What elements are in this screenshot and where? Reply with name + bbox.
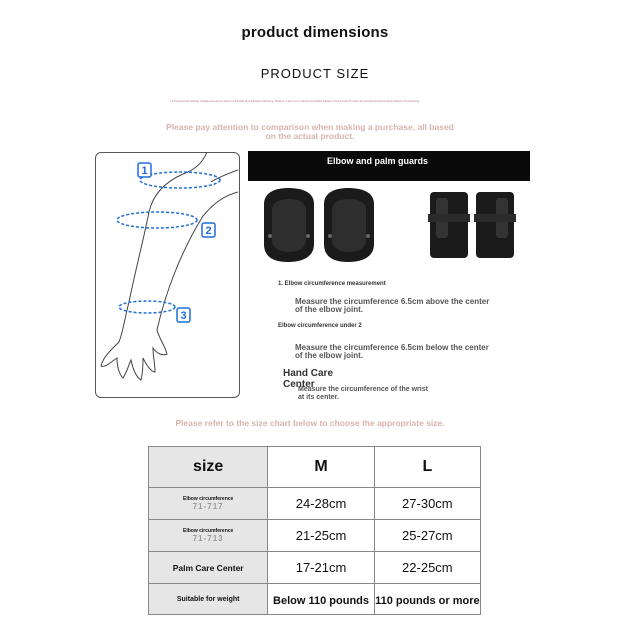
size-chart-table — [148, 446, 481, 615]
marker-3: 3 — [180, 310, 187, 322]
header-m: M — [268, 447, 374, 488]
row-label — [149, 552, 268, 584]
table-row — [149, 488, 481, 520]
header-size: size — [149, 447, 268, 488]
lower-measure-ring — [117, 212, 197, 228]
measure-1-heading: 1. Elbow circumference measurement — [278, 281, 386, 287]
page-title: product dimensions — [241, 24, 389, 41]
cell-l-text: 110 pounds or more — [375, 594, 480, 607]
palm-guards-image — [422, 186, 522, 264]
row-label-text: Elbow circumference — [183, 496, 234, 502]
row-label-sub: 71-713 — [192, 534, 224, 543]
cell-m — [268, 584, 374, 615]
row-label-sub: 71-717 — [192, 502, 224, 511]
measure-3-heading: Hand Care Center — [283, 368, 334, 390]
measure-2-text: Measure the circumference 6.5cm below the center of the elbow joint. — [295, 343, 489, 360]
row-label — [149, 584, 268, 615]
table-row — [149, 520, 481, 552]
marker-2: 2 — [205, 225, 212, 237]
row-label-text: Palm Care Center — [172, 562, 244, 573]
cell-m: 21-25cm — [268, 520, 374, 552]
cell-m: 24-28cm — [268, 488, 374, 520]
row-label-text: Elbow circumference — [183, 528, 234, 534]
product-size-heading: PRODUCT SIZE — [260, 66, 370, 81]
elbow-pads-image — [258, 186, 383, 266]
cell-l — [374, 584, 480, 615]
cell-m: 17-21cm — [268, 552, 374, 584]
comparison-notice: Please pay attention to comparison when making a purchase, all based on the actual product. — [166, 122, 454, 141]
cell-l: 27-30cm — [374, 488, 480, 520]
cell-l: 22-25cm — [374, 552, 480, 584]
table-header-row — [149, 447, 481, 488]
guards-header-label: Elbow and palm guards — [327, 156, 429, 166]
cell-l: 25-27cm — [374, 520, 480, 552]
size-chart-notice: Please refer to the size chart below to choose the appropriate size. — [175, 418, 445, 428]
row-label-text: Suitable for weight — [176, 595, 240, 603]
upper-measure-ring — [140, 172, 220, 188]
cell-m-text: Below 110 pounds — [273, 594, 369, 607]
header-l: L — [374, 447, 480, 488]
fine-print-note: 1.Professional Size(s) 2.Measurements Sizes) 3.Details and Pictures Warning: Data is 1-2cm error Errors Possible Please Check Fully Fit with the Actual Products Sizes Before Purchasing — [170, 99, 420, 103]
measure-2-heading: Elbow circumference under 2 — [278, 323, 362, 329]
measure-3-text: Measure the circumference of the wrist at its center. — [298, 386, 428, 401]
marker-1: 1 — [141, 165, 148, 177]
measure-1-text: Measure the circumference 6.5cm above the center of the elbow joint. — [295, 297, 490, 314]
row-label — [149, 520, 268, 552]
arm-illustration — [95, 152, 238, 396]
table-row — [149, 584, 481, 615]
row-label — [149, 488, 268, 520]
table-row — [149, 552, 481, 584]
